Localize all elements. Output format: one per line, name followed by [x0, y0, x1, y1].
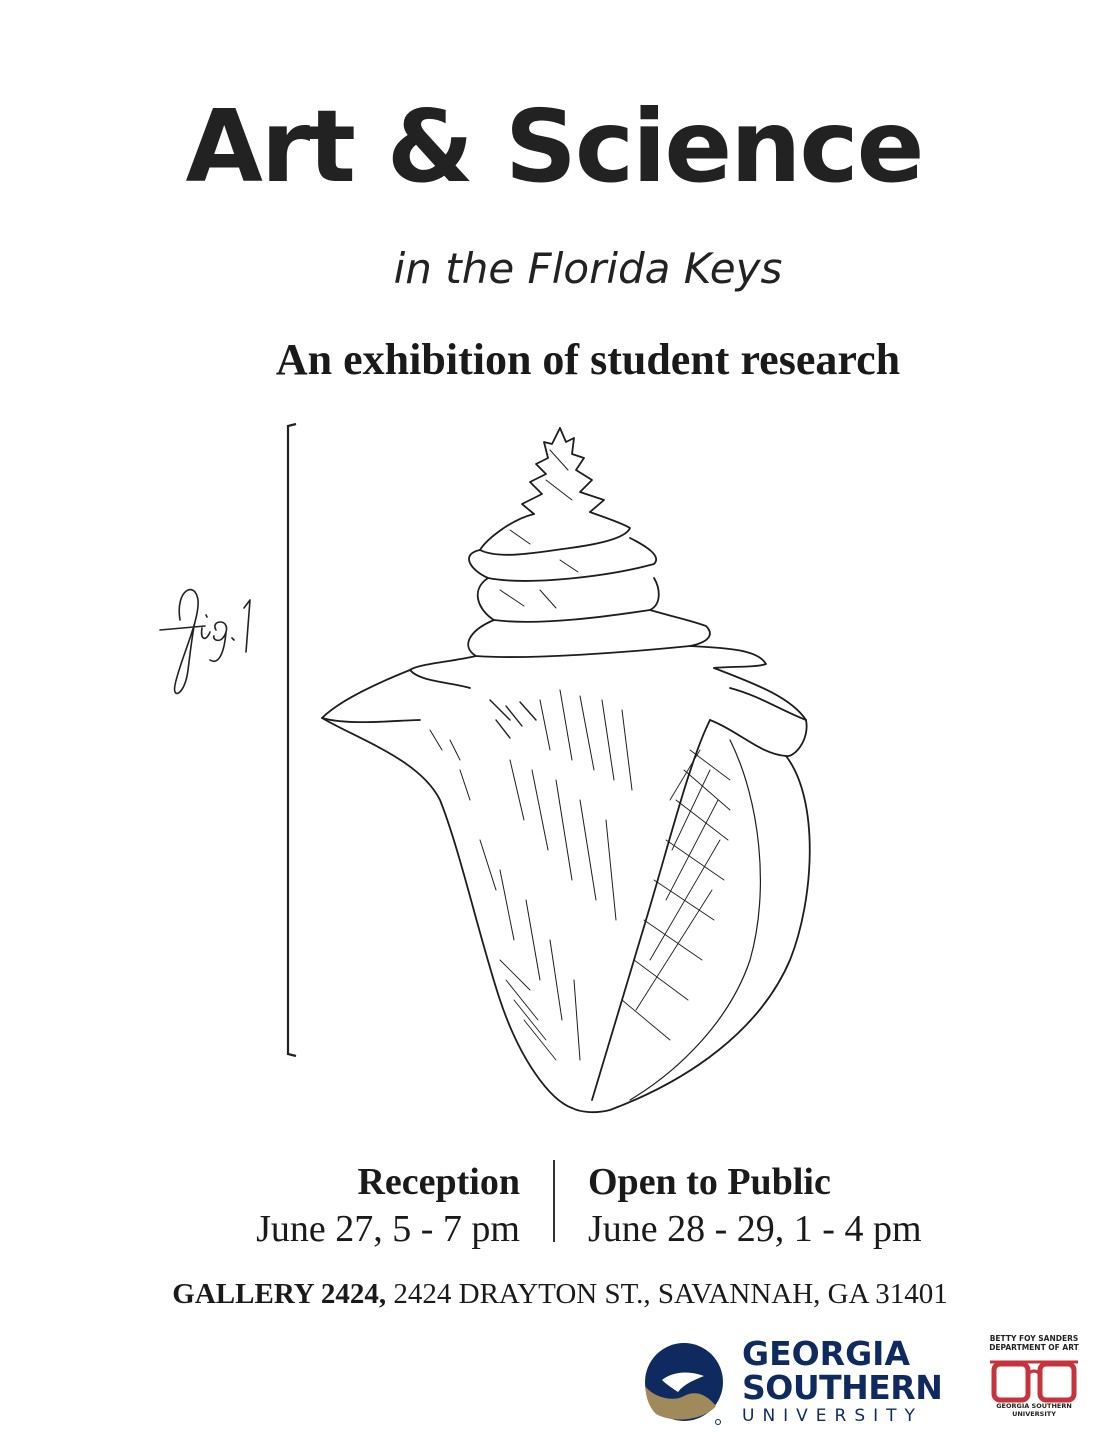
gsu-wordmark	[742, 1334, 962, 1427]
reception-block	[256, 1160, 520, 1254]
gsu-line-georgia: GEORGIA	[742, 1334, 910, 1373]
fig-label-handwriting	[150, 560, 270, 700]
dept-line3: GEORGIA SOUTHERN	[996, 1402, 1072, 1410]
dept-line2: DEPARTMENT OF ART	[989, 1343, 1079, 1352]
dept-name	[984, 1334, 1084, 1352]
public-date: June 28 - 29, 1 - 4 pm	[588, 1208, 922, 1250]
reception-date: June 27, 5 - 7 pm	[256, 1208, 520, 1250]
venue-address	[0, 1278, 1108, 1311]
poster-tagline: An exhibition of student research	[275, 335, 901, 384]
conch-shell-illustration	[310, 420, 830, 1120]
venue-street: 2424 DRAYTON ST., SAVANNAH, GA 31401	[386, 1278, 948, 1310]
public-block	[588, 1160, 922, 1254]
venue-name: GALLERY 2424,	[172, 1278, 387, 1310]
poster-title: Art & Science	[185, 88, 923, 205]
public-heading: Open to Public	[588, 1161, 831, 1203]
gsu-line-university: UNIVERSITY	[742, 1406, 923, 1426]
dept-line4: UNIVERSITY	[1012, 1409, 1056, 1418]
gsu-line-southern: SOUTHERN	[742, 1368, 943, 1407]
reception-heading: Reception	[357, 1161, 520, 1203]
dept-line1: BETTY FOY SANDERS	[989, 1334, 1079, 1343]
poster-subtitle: in the Florida Keys	[393, 244, 783, 293]
scale-bracket	[280, 420, 300, 1060]
dept-university	[984, 1403, 1084, 1418]
event-divider	[553, 1160, 555, 1242]
